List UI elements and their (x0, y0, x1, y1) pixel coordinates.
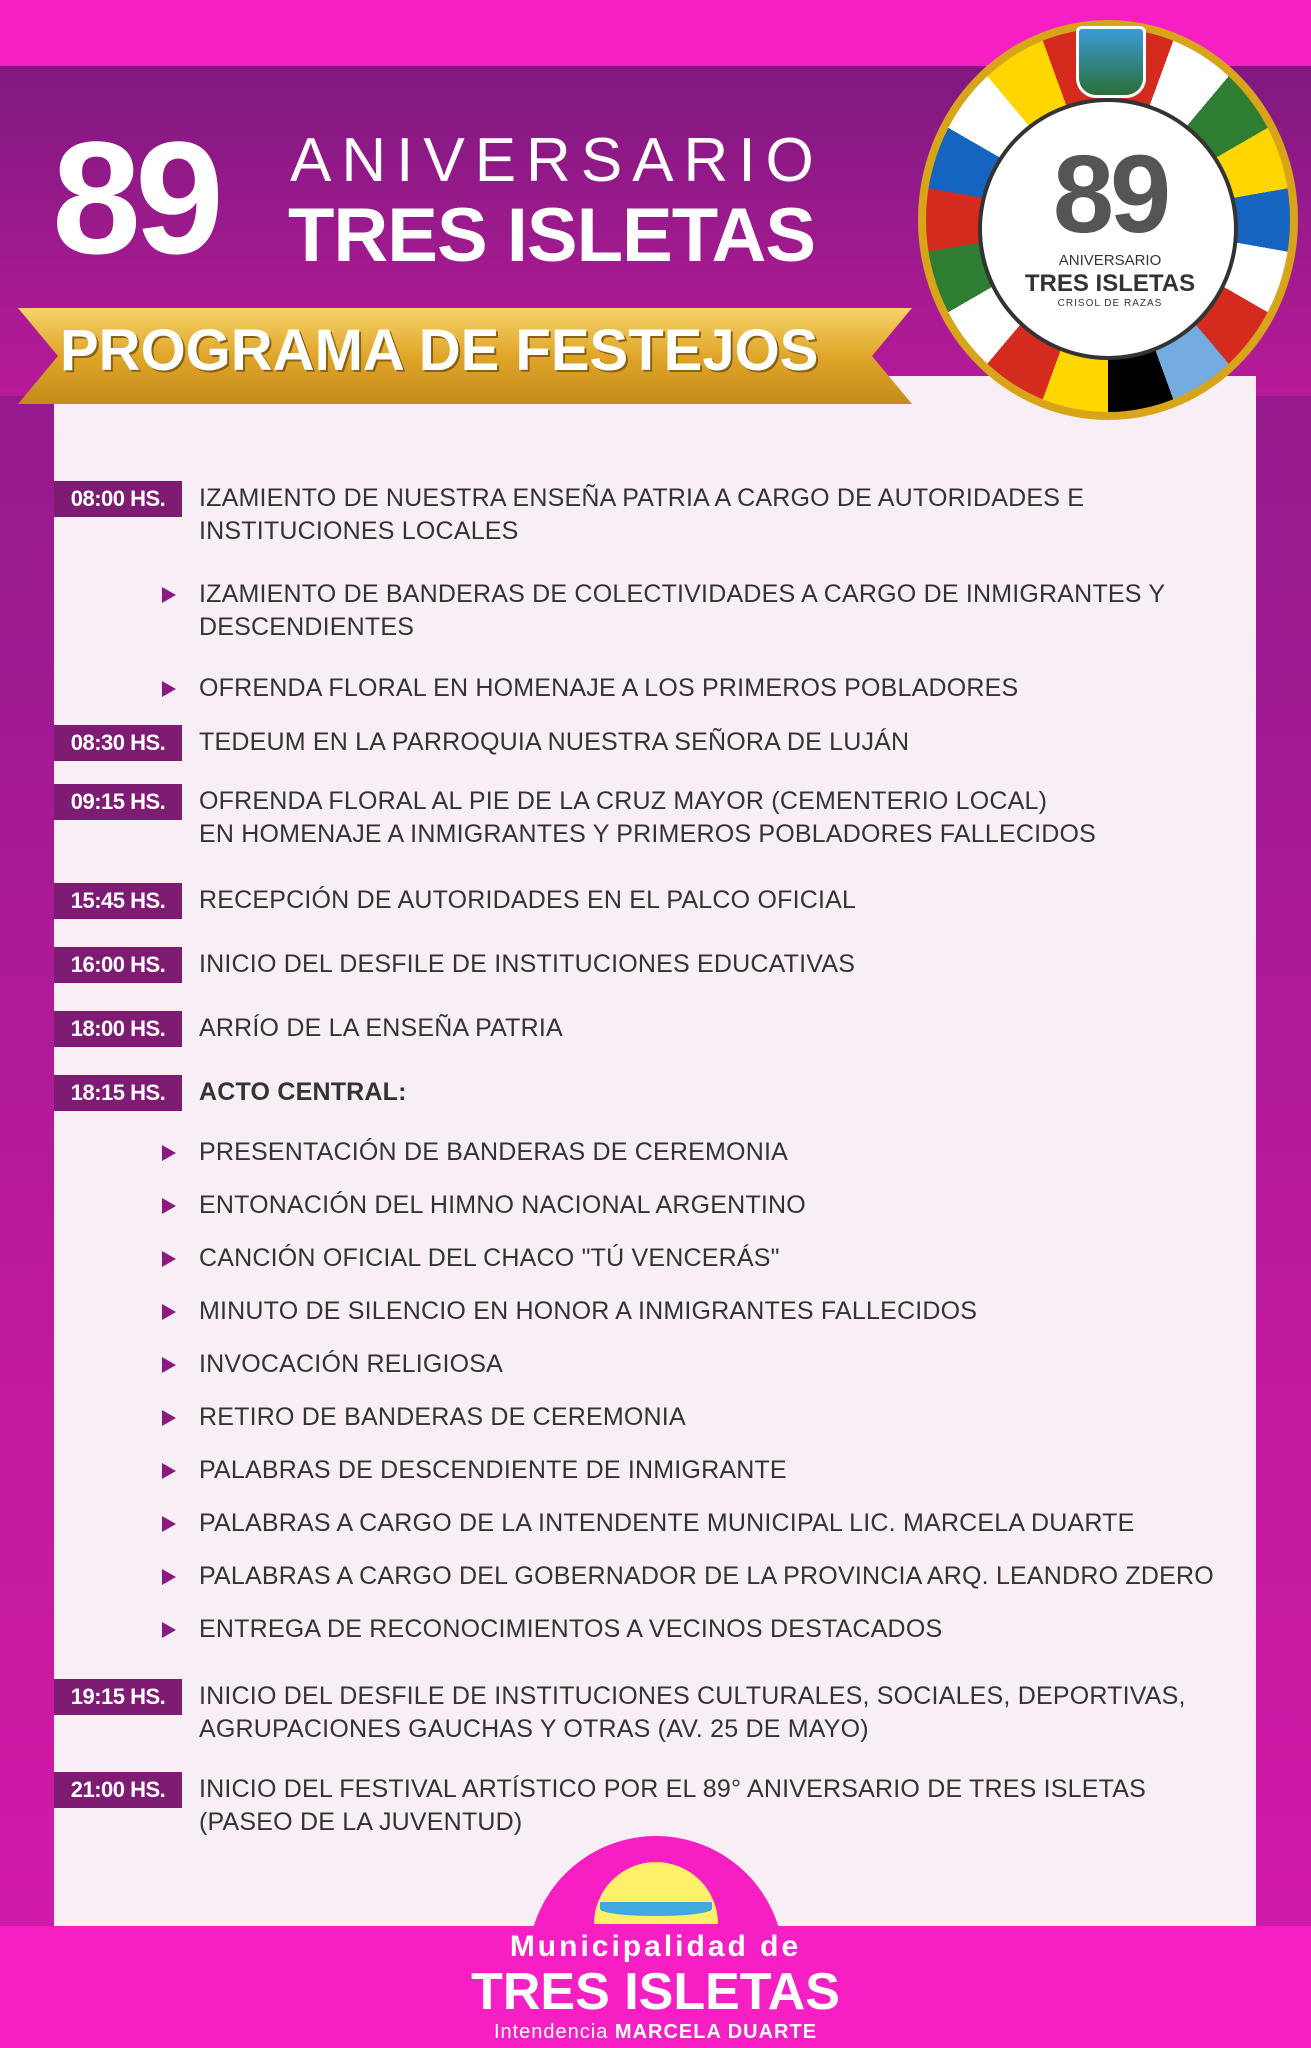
logo-number: 89 (1052, 133, 1168, 256)
schedule-time: 18:15 HS. (54, 1075, 182, 1111)
schedule-time: 19:15 HS. (54, 1679, 182, 1715)
schedule-item-text: RETIRO DE BANDERAS DE CEREMONIA (199, 1403, 686, 1431)
schedule-item-text: ENTREGA DE RECONOCIMIENTOS A VECINOS DESTACADOS (199, 1615, 943, 1643)
schedule-item-text: ENTONACIÓN DEL HIMNO NACIONAL ARGENTINO (199, 1191, 806, 1219)
schedule-item-text: MINUTO DE SILENCIO EN HONOR A INMIGRANTES FALLECIDOS (199, 1297, 978, 1325)
schedule-item-text: DESCENDIENTES (199, 613, 415, 641)
bullet-icon (162, 1198, 176, 1214)
schedule-time: 08:00 HS. (54, 481, 182, 517)
schedule-item-text: INVOCACIÓN RELIGIOSA (199, 1350, 504, 1378)
bullet-icon (162, 1622, 176, 1638)
footer-administration (380, 2022, 931, 2042)
schedule-item-text: PALABRAS A CARGO DE LA INTENDENTE MUNICIPAL LIC. MARCELA DUARTE (199, 1509, 1135, 1537)
schedule-time: 09:15 HS. (54, 784, 182, 820)
footer-administration-prefix: Intendencia (493, 2021, 609, 2043)
schedule-item-text: ARRÍO DE LA ENSEÑA PATRIA (199, 1014, 563, 1042)
schedule-item-text: CANCIÓN OFICIAL DEL CHACO "TÚ VENCERÁS" (199, 1244, 780, 1272)
schedule-item-text: INICIO DEL DESFILE DE INSTITUCIONES CULTURALES, SOCIALES, DEPORTIVAS, (199, 1682, 1186, 1710)
schedule-time: 15:45 HS. (54, 883, 182, 919)
schedule-item-text: OFRENDA FLORAL AL PIE DE LA CRUZ MAYOR (CEMENTERIO LOCAL) (199, 787, 1048, 815)
bullet-icon (162, 1516, 176, 1532)
footer-town-name: TRES ISLETAS (471, 1963, 840, 2021)
bullet-icon (162, 1463, 176, 1479)
bullet-icon (162, 587, 176, 603)
footer-mayor-name: MARCELA DUARTE (614, 2021, 818, 2043)
schedule-item-text: (PASEO DE LA JUVENTUD) (199, 1808, 523, 1836)
schedule-item-text: INICIO DEL DESFILE DE INSTITUCIONES EDUCATIVAS (199, 950, 856, 978)
schedule-item-text: IZAMIENTO DE NUESTRA ENSEÑA PATRIA A CARGO DE AUTORIDADES E (199, 484, 1085, 512)
logo-slogan: CRISOL DE RAZAS (1057, 298, 1163, 309)
schedule-time: 21:00 HS. (54, 1772, 182, 1808)
bullet-icon (162, 1410, 176, 1426)
bullet-icon (162, 681, 176, 697)
schedule-item-text: IZAMIENTO DE BANDERAS DE COLECTIVIDADES A CARGO DE INMIGRANTES Y (199, 580, 1166, 608)
schedule-item-text: PALABRAS DE DESCENDIENTE DE INMIGRANTE (199, 1456, 787, 1484)
anniversary-number: 89 (52, 108, 218, 287)
anniversary-label: ANIVERSARIO (290, 126, 824, 195)
schedule-item-text: PALABRAS A CARGO DEL GOBERNADOR DE LA PROVINCIA ARQ. LEANDRO ZDERO (199, 1562, 1214, 1590)
schedule-item-text: ACTO CENTRAL: (199, 1078, 407, 1106)
bullet-icon (162, 1569, 176, 1585)
town-name: TRES ISLETAS (288, 193, 816, 278)
schedule-item-text: INICIO DEL FESTIVAL ARTÍSTICO POR EL 89° ANIVERSARIO DE TRES ISLETAS (199, 1775, 1147, 1803)
bullet-icon (162, 1251, 176, 1267)
bullet-icon (162, 1145, 176, 1161)
footer-municipality-label: Municipalidad de (509, 1930, 802, 1963)
schedule-time: 08:30 HS. (54, 725, 182, 761)
schedule-item-text: OFRENDA FLORAL EN HOMENAJE A LOS PRIMEROS POBLADORES (199, 674, 1019, 702)
schedule-item-text: PRESENTACIÓN DE BANDERAS DE CEREMONIA (199, 1138, 788, 1166)
schedule-item-text: AGRUPACIONES GAUCHAS Y OTRAS (AV. 25 DE MAYO) (199, 1715, 869, 1743)
schedule-item-text: EN HOMENAJE A INMIGRANTES Y PRIMEROS POBLADORES FALLECIDOS (199, 820, 1097, 848)
bullet-icon (162, 1304, 176, 1320)
schedule-item-text: RECEPCIÓN DE AUTORIDADES EN EL PALCO OFICIAL (199, 886, 857, 914)
schedule-time: 18:00 HS. (54, 1011, 182, 1047)
logo-town-name: TRES ISLETAS (1024, 270, 1196, 297)
logo-anniversary-label: ANIVERSARIO (1058, 252, 1162, 269)
bullet-icon (162, 1357, 176, 1373)
schedule-time: 16:00 HS. (54, 947, 182, 983)
river-wave-icon (600, 1902, 712, 1916)
coat-of-arms-icon (1076, 26, 1146, 98)
schedule-item-text: INSTITUCIONES LOCALES (199, 517, 519, 545)
schedule-item-text: TEDEUM EN LA PARROQUIA NUESTRA SEÑORA DE LUJÁN (199, 728, 910, 756)
program-banner-title: PROGRAMA DE FESTEJOS (60, 318, 819, 383)
